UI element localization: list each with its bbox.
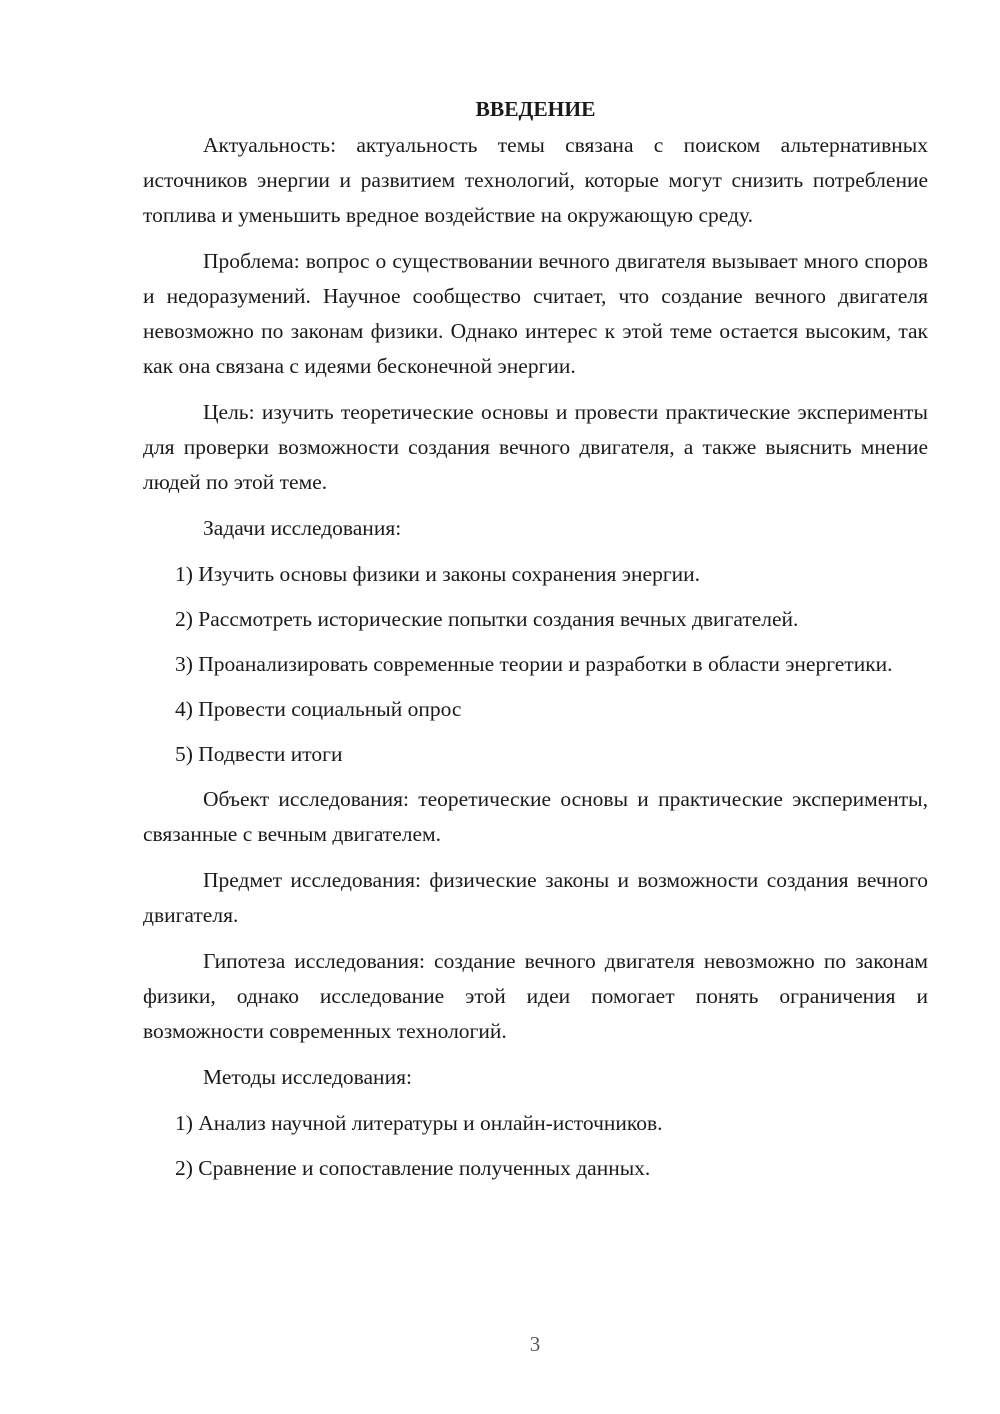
page-number: 3 <box>529 1332 541 1356</box>
page-title: ВВЕДЕНИЕ <box>475 97 596 121</box>
goal-paragraph: Цель: изучить теоретические основы и провести практические эксперименты для проверки возможности создания вечного двигателя, а также выяснить мнение людей по этой теме. <box>143 400 928 494</box>
task-item-1: 1) Изучить основы физики и законы сохранения энергии. <box>175 562 701 586</box>
object-paragraph: Объект исследования: теоретические основы и практические эксперименты, связанные с вечным двигателем. <box>143 787 928 846</box>
hypothesis-paragraph: Гипотеза исследования: создание вечного двигателя невозможно по законам физики, однако исследование этой идеи помогает понять ограничения и возможности современных технологий. <box>143 949 928 1043</box>
task-item-2: 2) Рассмотреть исторические попытки создания вечных двигателей. <box>175 607 799 631</box>
methods-heading: Методы исследования: <box>203 1065 412 1089</box>
document-page <box>143 92 928 1196</box>
task-item-3: 3) Проанализировать современные теории и разработки в области энергетики. <box>175 652 893 676</box>
tasks-heading: Задачи исследования: <box>203 516 402 540</box>
method-item-1: 1) Анализ научной литературы и онлайн-источников. <box>175 1111 663 1135</box>
relevance-paragraph: Актуальность: актуальность темы связана с поиском альтернативных источников энергии и развитием технологий, которые могут снизить потребление топлива и уменьшить вредное воздействие на окружающую среду. <box>143 133 928 227</box>
task-item-5: 5) Подвести итоги <box>175 742 343 766</box>
task-item-4: 4) Провести социальный опрос <box>175 697 462 721</box>
problem-paragraph: Проблема: вопрос о существовании вечного двигателя вызывает много споров и недоразумений. Научное сообщество считает, что создание вечного двигателя невозможно по законам физики. Однако интерес к этой теме остается высоким, так как она связана с идеями бесконечной энергии. <box>143 249 928 378</box>
method-item-2: 2) Сравнение и сопоставление полученных данных. <box>175 1156 651 1180</box>
subject-paragraph: Предмет исследования: физические законы и возможности создания вечного двигателя. <box>143 868 928 927</box>
